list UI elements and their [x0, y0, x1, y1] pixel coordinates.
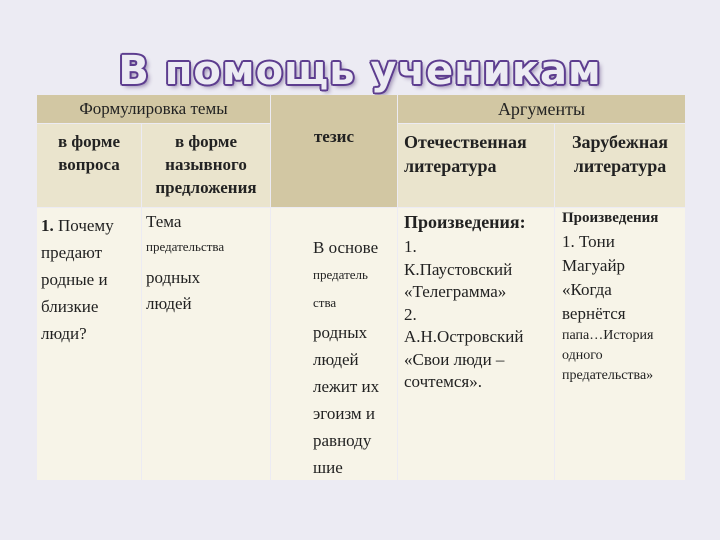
foreign-works-part-2: папа…История одного предательства» [562, 328, 654, 383]
header-arguments-cell [398, 95, 685, 123]
topic-line-1: Тема [146, 212, 182, 231]
foreign-heading: Произведения [562, 210, 659, 226]
subheader-nominative-form: в форме назывного предложения [155, 132, 257, 197]
subheader-question-form: в форме вопроса [57, 132, 120, 174]
subheader-domestic: Отечественная литература [404, 132, 527, 176]
header-thesis: тезис [313, 127, 355, 146]
page-title: В помощь ученикам [118, 48, 602, 94]
thesis-line-d: родных людей лежит их эгоизм и равноду шие [313, 323, 380, 477]
header-topic-formulation: Формулировка темы [79, 99, 228, 118]
question-text-block [41, 212, 141, 347]
header-arguments: Аргументы [497, 99, 586, 119]
foreign-works-part-1: 1. Тони Магуайр «Когда вернётся [562, 232, 626, 323]
foreign-cell [555, 208, 685, 480]
topic-cell [142, 208, 270, 480]
thesis-line-c: ства [313, 295, 337, 310]
thesis-line-b: предатель [313, 267, 368, 282]
header-topic-formulation-cell [37, 95, 270, 123]
thesis-cell [271, 208, 397, 480]
topic-line-2: предательства [146, 239, 225, 254]
subheader-foreign-cell [555, 124, 685, 207]
topic-line-3: родных людей [146, 268, 201, 313]
question-cell [37, 208, 141, 480]
header-thesis-cell [271, 95, 397, 207]
subheader-question-form-cell [37, 124, 141, 207]
domestic-works: 1. К.Паустовский «Телеграмма» 2. А.Н.Островский «Свои люди – сочтемся». [404, 237, 524, 391]
subheader-foreign: Зарубежная литература [572, 132, 668, 176]
subheader-domestic-cell [398, 124, 554, 207]
question-text: Почему предают родные и близкие люди? [41, 216, 114, 343]
domestic-cell [398, 208, 554, 480]
subheader-nominative-form-cell [142, 124, 270, 207]
domestic-heading: Произведения: [404, 212, 526, 232]
question-number: 1. [41, 216, 54, 235]
thesis-line-a: В основе [313, 238, 379, 257]
